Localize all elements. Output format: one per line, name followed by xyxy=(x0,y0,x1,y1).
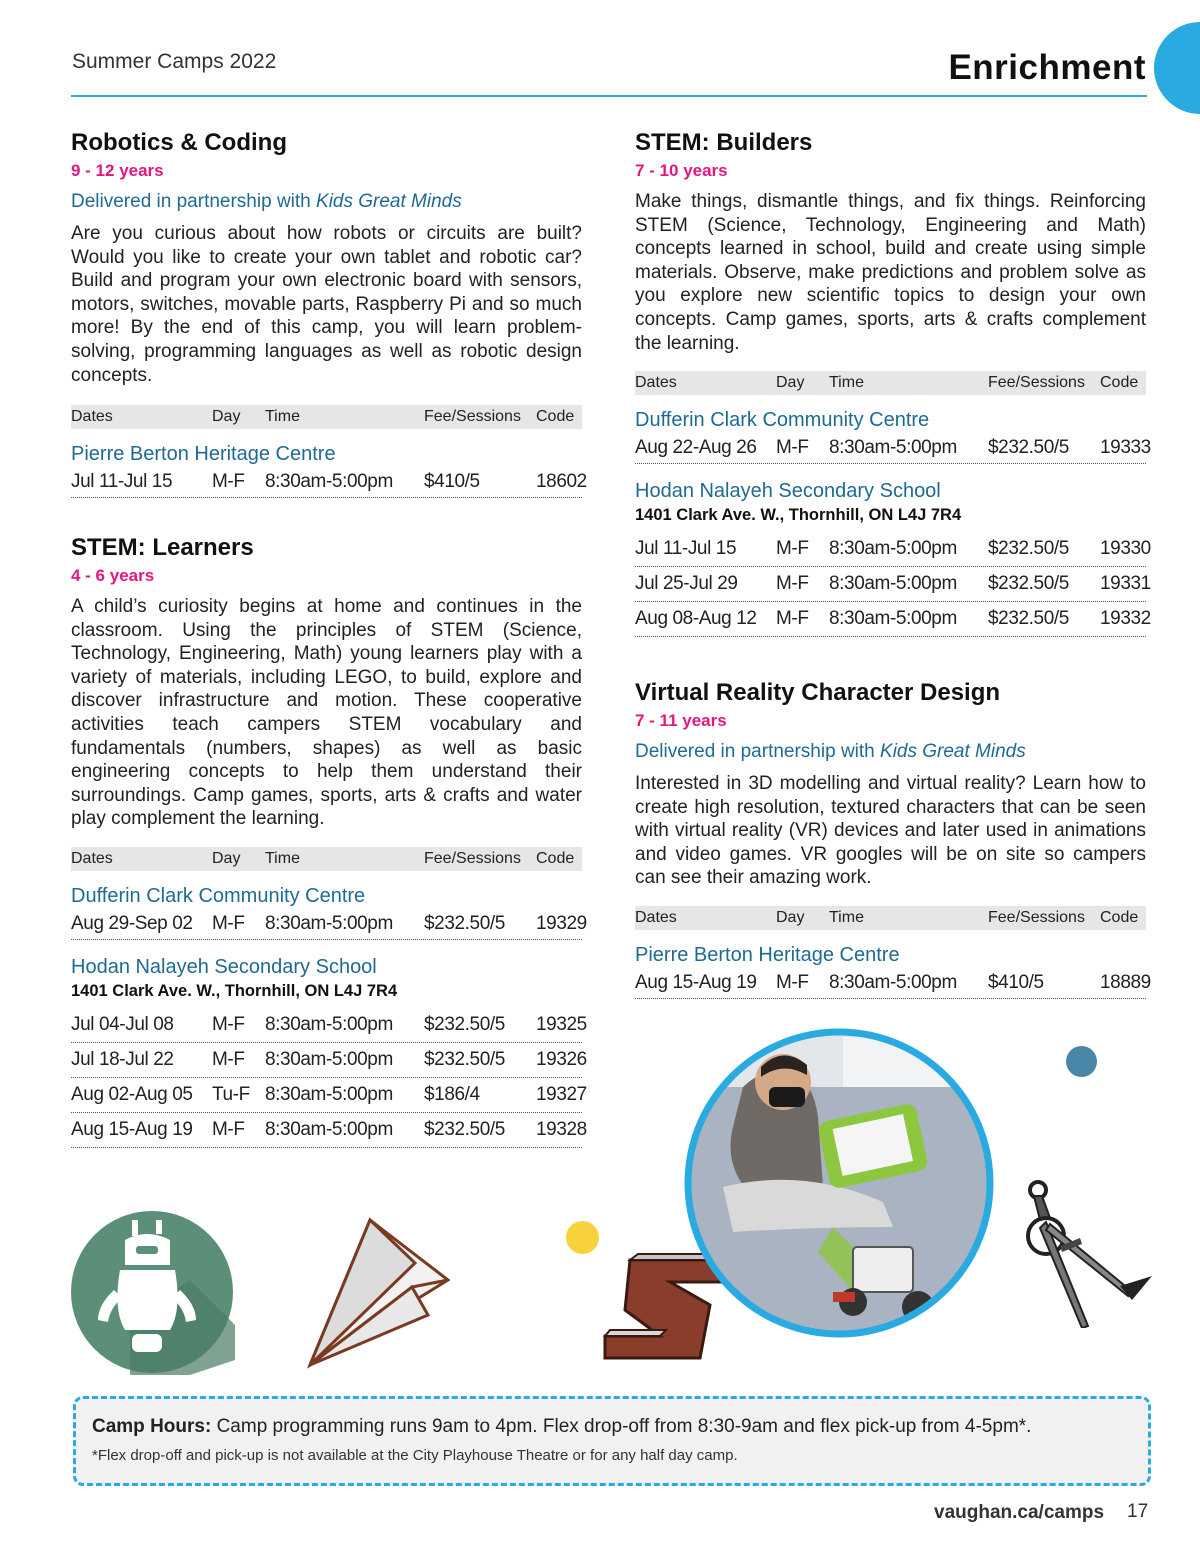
row-fee: $232.50/5 xyxy=(988,608,1069,630)
schedule-row xyxy=(71,1078,587,1113)
row-dates: Jul 25-Jul 29 xyxy=(635,573,738,595)
row-code: 19330 xyxy=(1100,538,1151,560)
row-dates: Aug 15-Aug 19 xyxy=(635,971,757,993)
col-dates: Dates xyxy=(71,408,113,426)
venue-address: 1401 Clark Ave. W., Thornhill, ON L4J 7R4 xyxy=(71,981,398,1000)
row-day: M-F xyxy=(212,1013,245,1035)
camp-age: 7 - 11 years xyxy=(635,711,727,730)
col-code: Code xyxy=(1100,374,1139,392)
schedule-row xyxy=(71,1008,587,1043)
camp-robotics xyxy=(71,128,587,498)
schedule-row xyxy=(71,467,587,498)
row-time: 8:30am-5:00pm xyxy=(829,573,957,595)
row-dates: Jul 04-Jul 08 xyxy=(71,1013,174,1035)
robot-icon xyxy=(70,1210,235,1375)
schedule-header xyxy=(71,847,582,871)
camp-vr xyxy=(635,678,1151,999)
row-day: M-F xyxy=(212,1118,245,1140)
row-time: 8:30am-5:00pm xyxy=(829,608,957,630)
yellow-dot-icon xyxy=(566,1221,599,1254)
camp-description: Interested in 3D modelling and virtual reality? Learn how to create high resolution, textured characters that can be seen with virtual reality (VR) devices and later used in animations and video games. VR googles will be on site so campers can see their amazing work. xyxy=(635,773,1146,889)
schedule-row xyxy=(635,532,1151,567)
row-fee: $232.50/5 xyxy=(424,912,505,934)
row-time: 8:30am-5:00pm xyxy=(265,1048,393,1070)
row-fee: $232.50/5 xyxy=(988,573,1069,595)
schedule-row xyxy=(635,567,1151,602)
col-day: Day xyxy=(776,908,805,926)
row-day: M-F xyxy=(776,573,809,595)
blue-dot-icon xyxy=(1066,1046,1097,1077)
row-time: 8:30am-5:00pm xyxy=(265,471,393,493)
camp-hours-label: Camp Hours: xyxy=(92,1416,212,1437)
venue-name: Hodan Nalayeh Secondary School xyxy=(635,480,941,503)
row-dates: Aug 22-Aug 26 xyxy=(635,437,757,459)
row-code: 18602 xyxy=(536,471,587,493)
row-time: 8:30am-5:00pm xyxy=(829,437,957,459)
row-day: M-F xyxy=(212,1048,245,1070)
row-day: M-F xyxy=(776,538,809,560)
row-day: M-F xyxy=(212,912,245,934)
row-dates: Aug 02-Aug 05 xyxy=(71,1083,193,1105)
row-fee: $186/4 xyxy=(424,1083,480,1105)
row-dates: Jul 11-Jul 15 xyxy=(635,538,737,560)
row-fee: $232.50/5 xyxy=(424,1013,505,1035)
camp-hours-note: *Flex drop-off and pick-up is not available at the City Playhouse Theatre or for any half day camp. xyxy=(92,1447,738,1464)
row-fee: $232.50/5 xyxy=(424,1118,505,1140)
partner-line xyxy=(71,190,582,214)
camp-description: Make things, dismantle things, and fix things. Reinforcing STEM (Science, Technology, Engineering and Math) concepts learned in school, build and create using simple materials. Observe, make predictions and problem solve as you explore new scientific topics to design your own concepts. Camp games, sports, arts & crafts complement the learning. xyxy=(635,191,1146,354)
camp-title: Virtual Reality Character Design xyxy=(635,679,1001,706)
schedule-row xyxy=(635,968,1151,999)
venue-name: Hodan Nalayeh Secondary School xyxy=(71,955,377,978)
row-day: M-F xyxy=(776,437,809,459)
schedule-row xyxy=(635,433,1151,464)
schedule-row xyxy=(71,1043,587,1078)
row-dates: Jul 18-Jul 22 xyxy=(71,1048,174,1070)
child-tablet-photo xyxy=(683,1027,995,1339)
row-day: M-F xyxy=(776,608,809,630)
row-code: 18889 xyxy=(1100,971,1151,993)
schedule-header xyxy=(635,906,1146,930)
row-time: 8:30am-5:00pm xyxy=(265,1083,393,1105)
camp-age: 4 - 6 years xyxy=(71,566,155,585)
row-dates: Aug 29-Sep 02 xyxy=(71,912,193,934)
partner-prefix: Delivered in partnership with xyxy=(71,191,317,212)
row-dates: Aug 08-Aug 12 xyxy=(635,608,757,630)
row-time: 8:30am-5:00pm xyxy=(829,538,957,560)
camp-description: Are you curious about how robots or circuits are built? Would you like to create your own tablet and robotic car? Build and program your own electronic board with sensors, motors, switches, movable parts, Raspberry Pi and so much more! By the end of this camp, you will learn problem-solving, programming languages as well as robotic design concepts. xyxy=(71,223,582,386)
paper-plane-icon xyxy=(300,1215,450,1370)
venue-name: Dufferin Clark Community Centre xyxy=(635,409,930,432)
col-day: Day xyxy=(776,374,805,392)
row-code: 19328 xyxy=(536,1118,587,1140)
compass-icon xyxy=(1020,1178,1155,1328)
camp-title: STEM: Learners xyxy=(71,534,254,561)
venue-name: Pierre Berton Heritage Centre xyxy=(635,943,900,966)
row-fee: $410/5 xyxy=(424,471,480,493)
row-day: M-F xyxy=(212,471,245,493)
col-time: Time xyxy=(829,908,864,926)
camp-age: 7 - 10 years xyxy=(635,161,728,180)
schedule-header xyxy=(71,405,582,429)
col-fee: Fee/Sessions xyxy=(988,374,1085,392)
venue-name: Pierre Berton Heritage Centre xyxy=(71,443,336,466)
page-title: Enrichment xyxy=(948,48,1146,87)
page-number: 17 xyxy=(1127,1501,1149,1522)
col-fee: Fee/Sessions xyxy=(424,408,521,426)
schedule-row xyxy=(635,602,1151,637)
col-time: Time xyxy=(265,849,300,867)
corner-decoration xyxy=(1154,22,1200,114)
col-fee: Fee/Sessions xyxy=(424,849,521,867)
col-code: Code xyxy=(1100,908,1139,926)
row-code: 19327 xyxy=(536,1083,587,1105)
partner-prefix: Delivered in partnership with xyxy=(635,741,881,762)
partner-name: Kids Great Minds xyxy=(316,191,462,212)
col-day: Day xyxy=(212,849,241,867)
row-fee: $232.50/5 xyxy=(988,538,1069,560)
col-time: Time xyxy=(265,408,300,426)
venue-name: Dufferin Clark Community Centre xyxy=(71,884,366,907)
col-dates: Dates xyxy=(635,374,677,392)
venue-address: 1401 Clark Ave. W., Thornhill, ON L4J 7R4 xyxy=(635,506,962,525)
header-publication: Summer Camps 2022 xyxy=(72,50,277,73)
row-day: M-F xyxy=(776,971,809,993)
camp-learners xyxy=(71,533,587,1148)
camp-builders xyxy=(635,128,1151,637)
col-code: Code xyxy=(536,849,575,867)
col-time: Time xyxy=(829,374,864,392)
row-code: 19332 xyxy=(1100,608,1151,630)
camp-hours-box xyxy=(73,1396,1151,1486)
row-dates: Aug 15-Aug 19 xyxy=(71,1118,193,1140)
camp-description: A child’s curiosity begins at home and continues in the classroom. Using the principles of STEM (Science, Technology, Engineering, Math) young learners play with a variety of materials, including LEGO, to build, explore and discover infrastructure and motion. These cooperative activities teach campers STEM vocabulary and fundamentals (numbers, shapes) as well as basic engineering concepts to help them understand their surroundings. Camp games, sports, arts & crafts and water play complement the learning. xyxy=(71,596,582,830)
camp-title: Robotics & Coding xyxy=(71,129,287,156)
row-time: 8:30am-5:00pm xyxy=(829,971,957,993)
camp-age: 9 - 12 years xyxy=(71,161,164,180)
col-fee: Fee/Sessions xyxy=(988,908,1085,926)
footer-link[interactable]: vaughan.ca/camps xyxy=(934,1502,1105,1523)
row-code: 19326 xyxy=(536,1048,587,1070)
col-dates: Dates xyxy=(635,908,677,926)
col-day: Day xyxy=(212,408,241,426)
schedule-header xyxy=(635,371,1146,395)
camp-hours-body: Camp programming runs 9am to 4pm. Flex drop-off from 8:30-9am and flex pick-up from 4-5pm*. xyxy=(211,1416,1032,1437)
col-code: Code xyxy=(536,408,575,426)
schedule-row xyxy=(71,909,587,940)
camp-title: STEM: Builders xyxy=(635,129,813,156)
row-code: 19331 xyxy=(1100,573,1151,595)
row-dates: Jul 11-Jul 15 xyxy=(71,471,173,493)
row-fee: $410/5 xyxy=(988,971,1044,993)
header-divider xyxy=(71,95,1147,97)
row-time: 8:30am-5:00pm xyxy=(265,1013,393,1035)
partner-name: Kids Great Minds xyxy=(880,741,1026,762)
schedule-row xyxy=(71,1113,587,1148)
row-day: Tu-F xyxy=(212,1083,250,1105)
row-fee: $232.50/5 xyxy=(988,437,1069,459)
row-code: 19329 xyxy=(536,912,587,934)
row-code: 19325 xyxy=(536,1013,587,1035)
row-time: 8:30am-5:00pm xyxy=(265,912,393,934)
row-code: 19333 xyxy=(1100,437,1151,459)
partner-line xyxy=(635,740,1146,764)
col-dates: Dates xyxy=(71,849,113,867)
row-fee: $232.50/5 xyxy=(424,1048,505,1070)
row-time: 8:30am-5:00pm xyxy=(265,1118,393,1140)
camp-hours-text xyxy=(92,1416,1031,1438)
